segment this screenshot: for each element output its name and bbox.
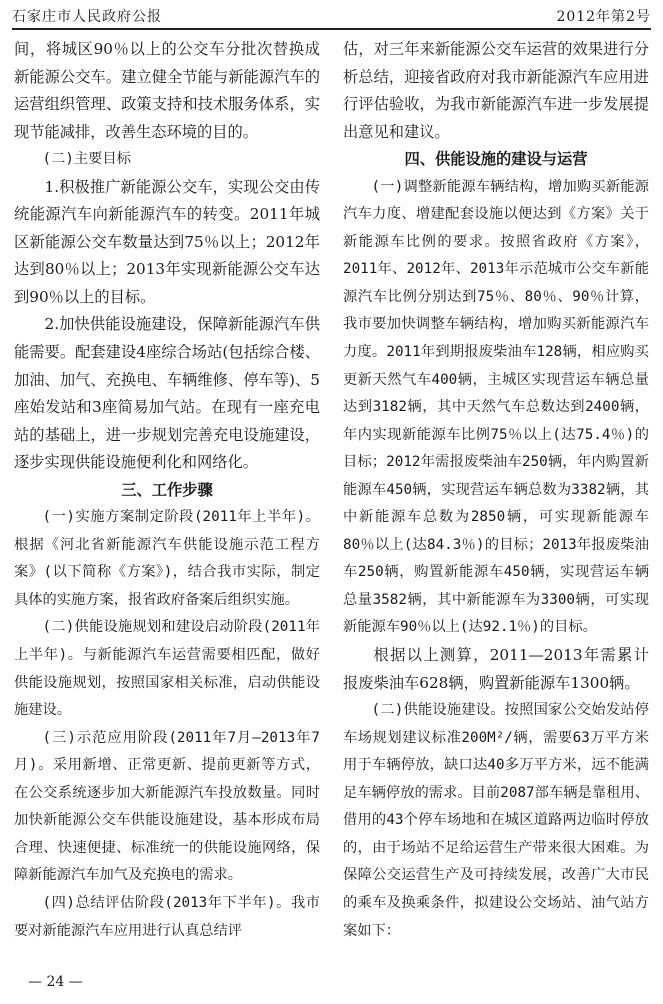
paragraph: 间，将城区90％以上的公交车分批次替换成新能源公交车。建立健全节能与新能源汽车的运营组织管理、政策支持和技术服务体系，实现节能减排，改善生态环境的目的。 — [14, 40, 320, 141]
paragraph: (三)示范应用阶段(2011年7月—2013年7月)。采用新增、正常更新、提前更新等方式，在公交系统逐步加大新能源汽车投放数量。同时加快新能源公交车供能设施建设，基本形成布局合理、快速便捷、标准统一的供能设施网络，保障新能源汽车加气及充换电的需求。 — [14, 729, 320, 884]
page-header — [12, 6, 651, 30]
section-heading: 四、供能设施的建设与运营 — [404, 150, 588, 169]
paragraph: 1.积极推广新能源公交车，实现公交由传统能源汽车向新能源汽车的转变。2011年城区新能源公交车数量达到75％以上；2012年达到80％以上；2013年实现新能源公交车达到90％以上的目标。 — [14, 177, 320, 306]
left-column — [14, 36, 320, 945]
right-column — [343, 36, 649, 945]
subheading: (二)主要目标 — [42, 151, 131, 168]
section-heading: 三、工作步骤 — [121, 480, 213, 499]
paragraph: (一)调整新能源车辆结构，增加购买新能源汽车力度、增建配套设施以便达到《方案》关于新能源车比例的要求。按照省政府《方案》，2011年、2012年、2013年示范城市公交车新能源汽车比例分别达到75％、80％、90％计算，我市要加快调整车辆结构，增加购买新能源汽车力度。2011年到期报废柴油车128辆，相应购买更新天然气车400辆，主城区实现营运车辆总量达到3182辆，其中天然气车总数达到2400辆，年内实现新能源车比例75％以上(达75.4％)的目标；2012年需报废柴油车250辆，年内购置新能源车450辆，实现营运车辆总数为3382辆，其中新能源车总数为2850辆，可实现新能源车80％以上(达84.3％)的目标；2013年报废柴油车250辆，购置新能源车450辆，实现营运车辆总量3582辆，其中新能源车为3300辆，可实现新能源车90％以上(达92.1％)的目标。 — [343, 178, 649, 636]
paragraph: (一)实施方案制定阶段(2011年上半年)。根据《河北省新能源汽车供能设施示范工程方案》(以下简称《方案》)，结合我市实际，制定具体的实施方案，报省政府备案后组织实施。 — [14, 509, 320, 608]
paragraph: (二)供能设施建设。按照国家公交始发站停车场规划建议标准200M²/辆，需要63万平方米用于车辆停放，缺口达40多万平方米，远不能满足车辆停放的需求。目前2087部车辆是靠租用、借用的43个停车场地和在城区道路两边临时停放的，由于场站不足给运营生产带来很大困难。为保障公交运营生产及可持续发展，改善广大市民的乘车及换乘条件，拟建设公交场站、油气站方案如下： — [343, 702, 649, 939]
publication-title: 石家庄市人民政府公报 — [12, 9, 162, 25]
paragraph: (二)供能设施规划和建设启动阶段(2011年上半年)。与新能源汽车运营需要相匹配，做好供能设施规划，按照国家相关标准，启动供能设施建设。 — [14, 619, 320, 719]
paragraph: 根据以上测算，2011—2013年需累计报废柴油车628辆，购置新能源车1300辆。 — [343, 646, 649, 692]
issue-number: 2012年第2号 — [556, 9, 651, 25]
paragraph: 2.加快供能设施建设，保障新能源汽车供能需要。配套建设4座综合场站(包括综合楼、加油、加气、充换电、车辆维修、停车等)、5座始发站和3座简易加气站。在现有一座充电站的基础上，进一步规划完善充电设施建设，逐步实现供能设施便利化和网络化。 — [14, 315, 320, 472]
page-number: — 24 — — [28, 974, 83, 990]
paragraph: (四)总结评估阶段(2013年下半年)。我市要对新能源汽车应用进行认真总结评 — [14, 894, 320, 939]
paragraph: 估，对三年来新能源公交车运营的效果进行分析总结，迎接省政府对我市新能源汽车应用进行评估验收，为我市新能源汽车进一步发展提出意见和建议。 — [343, 40, 649, 141]
